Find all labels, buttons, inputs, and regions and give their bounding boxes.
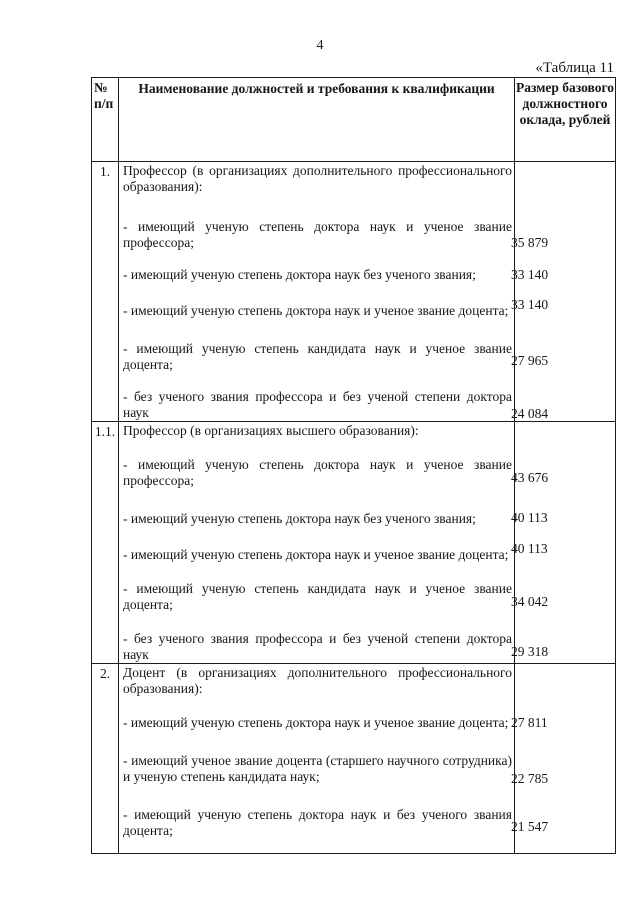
salary-cell [515,162,616,422]
row-number: 1.1. [92,422,119,664]
table-row [92,422,616,664]
position-cell [119,664,549,854]
position-cell [119,422,549,664]
salary-cell [515,422,616,664]
table-header-row [92,78,616,162]
requirement-item [123,457,549,489]
salary-amount: 27 965 [511,353,549,368]
requirement-text: - имеющий ученую степень доктора наук без ученого звания; [123,267,476,282]
requirement-item [123,510,548,527]
requirement-text: - имеющий ученую степень доктора наук без ученого звания; [123,511,476,526]
salary-amount: 27 811 [511,715,548,730]
salary-amount: 33 140 [511,267,549,282]
salary-amount: 40 113 [511,510,548,525]
requirement-text: - имеющий ученую степень доктора наук и ученое звание доцента; [123,303,509,318]
requirement-item [123,219,549,251]
position-title: Доцент (в организациях дополнительного профессионального образования): [123,665,512,696]
requirement-item [123,807,549,839]
requirement-text: - без ученого звания профессора и без ученой степени доктора наук [123,389,512,420]
requirement-text: - имеющий ученую степень доктора наук и ученое звание профессора; [123,457,512,488]
salary-amount: 21 547 [511,819,549,834]
position-title: Профессор (в организациях дополнительного профессионального образования): [123,163,512,194]
row-number: 1. [92,162,119,422]
salary-amount: 40 113 [511,541,548,556]
header-name: Наименование должностей и требования к квалификации [119,78,515,162]
requirement-text: - имеющий ученую степень доктора наук и без ученого звания доцента; [123,807,512,838]
salary-amount: 43 676 [511,470,549,485]
salary-amount: 34 042 [511,594,549,609]
salary-amount: 29 318 [511,644,549,659]
requirement-text: - имеющий ученое звание доцента (старшего научного сотрудника) и ученую степень кандидата наук; [123,753,512,784]
table-row [92,664,616,854]
page-number: 4 [316,38,324,53]
salary-amount: 22 785 [511,771,549,786]
requirement-text: - имеющий ученую степень доктора наук и ученое звание доцента; [123,547,509,562]
requirement-item [123,297,549,319]
position-cell [119,162,549,422]
requirement-text: - имеющий ученую степень доктора наук и ученое звание профессора; [123,219,512,250]
requirement-item [123,541,548,563]
requirement-text: - имеющий ученую степень кандидата наук и ученое звание доцента; [123,581,512,612]
requirement-item [123,267,549,283]
table-caption: «Таблица 11 [535,60,614,76]
salary-amount: 24 084 [511,406,549,421]
requirement-text: - имеющий ученую степень доктора наук и ученое звание доцента; [123,715,509,730]
salary-amount: 33 140 [511,297,549,312]
header-salary: Размер базового должностного оклада, рублей [515,78,616,162]
salary-table [91,77,616,854]
table-row [92,162,616,422]
requirement-text: - без ученого звания профессора и без ученой степени доктора наук [123,631,512,662]
requirement-item [123,389,549,421]
header-num: № п/п [92,78,119,162]
requirement-item [123,631,549,663]
salary-cell [515,664,616,854]
requirement-item [123,581,549,613]
requirement-item [123,341,549,373]
salary-amount: 35 879 [511,235,549,250]
row-number: 2. [92,664,119,854]
requirement-item [123,753,549,786]
position-title: Профессор (в организациях высшего образования): [123,423,419,438]
requirement-text: - имеющий ученую степень кандидата наук и ученое звание доцента; [123,341,512,372]
requirement-item [123,715,548,731]
